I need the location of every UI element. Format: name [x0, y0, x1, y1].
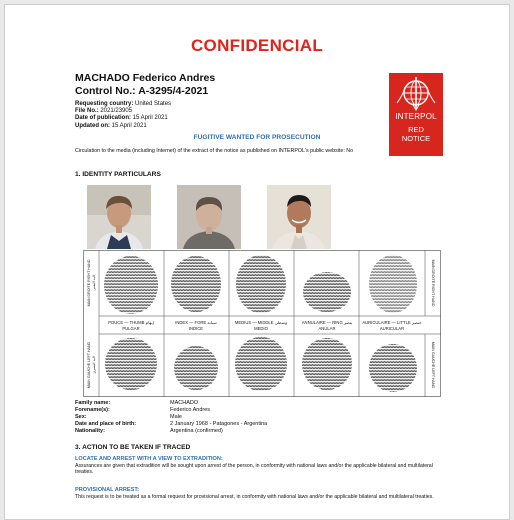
forenames-value: Federico Andres — [170, 407, 211, 413]
logo-wordmark: INTERPOL — [395, 112, 437, 121]
confidential-stamp: CONFIDENCIAL — [190, 36, 324, 55]
family-name-value: MACHADO — [170, 400, 199, 406]
notice-metadata — [75, 101, 171, 130]
provisional-text: This request is to be treated as a formal request for provisional arrest, in conformity with national laws and/or the applicable bilateral and multilateral treaties. — [75, 494, 434, 500]
right-hand-label-ar: اليد اليمنى — [92, 275, 96, 291]
nationality-value: Argentina (confirmed) — [170, 428, 223, 434]
birth-label: Date and place of birth: — [75, 421, 137, 427]
interpol-globe-icon — [389, 73, 443, 111]
forenames-label: Forename(s): — [75, 407, 110, 413]
left-hand-label-side: MAIN GAUCHE LEFT HAND — [431, 341, 435, 389]
control-value: A-3295/4-2021 — [138, 85, 209, 97]
fingerprint-card — [83, 250, 441, 397]
right-hand-label: MAIN DROITE RIGHT HAND — [87, 259, 91, 307]
finger-label-ring: ANNULAIRE — RING بنصر — [301, 320, 353, 325]
family-name-label: Family name: — [75, 400, 111, 406]
requesting-country: Requesting country: United States — [75, 101, 172, 107]
finger-label-little-es: AURICULAR — [379, 326, 405, 331]
finger-label-little: AURICULAIRE — LITTLE خنصر — [362, 320, 422, 325]
notice-subtitle: FUGITIVE WANTED FOR PROSECUTION — [193, 134, 321, 141]
file-number: File No.: 2021/23905 — [75, 108, 133, 115]
subject-name: MACHADO Federico Andres — [75, 72, 216, 84]
finger-label-index-es: INDICE — [188, 326, 204, 331]
locate-heading: LOCATE AND ARREST WITH A VIEW TO EXTRADITION: — [75, 456, 223, 462]
subject-photo-3 — [267, 185, 331, 249]
logo-notice-type: RED NOTICE — [401, 125, 431, 143]
locate-text: Assurances are given that extradition will be sought upon arrest of the person, in conformity with national laws and/or the applicable bilateral and multilateral treaties. — [75, 463, 433, 476]
finger-label-middle-es: MEDIO — [254, 326, 268, 331]
action-heading: 3. ACTION TO BE TAKEN IF TRACED — [75, 444, 191, 451]
finger-label-index: INDEX — FORE سبابة — [175, 320, 217, 325]
sex-label: Sex: — [75, 414, 87, 420]
control-number — [75, 85, 208, 97]
subject-photo-1 — [87, 185, 151, 249]
publication-date: Date of publication: 15 April 2021 — [75, 115, 168, 122]
finger-label-thumb: POUCE — THUMB إبهام — [108, 320, 154, 325]
left-hand-label-ar: اليد اليسرى — [92, 356, 96, 374]
provisional-heading: PROVISIONAL ARREST: — [75, 487, 140, 493]
interpol-red-notice-logo — [389, 73, 443, 156]
control-label: Control No.: — [75, 85, 136, 97]
left-hand-label: MAIN GAUCHE LEFT HAND — [87, 341, 91, 389]
finger-label-middle: MEDIUS — MIDDLE وسطى — [234, 320, 288, 325]
finger-label-thumb-es: PULGAR — [122, 326, 140, 331]
identity-heading: 1. IDENTITY PARTICULARS — [75, 171, 161, 178]
subject-photo-2 — [177, 185, 241, 249]
circulation-note: Circulation to the media (including Internet) of the extract of the notice as published on INTERPOL's public website: No — [75, 148, 354, 154]
finger-label-ring-es: ANULAR — [318, 326, 336, 331]
notice-page — [4, 4, 510, 520]
sex-value: Male — [170, 414, 182, 420]
updated-date: Updated on: 15 April 2021 — [75, 122, 147, 129]
nationality-label: Nationality: — [75, 428, 105, 434]
right-hand-label-side: MAIN DROITE RIGHT HAND — [431, 259, 435, 307]
birth-value: 2 January 1968 - Patagones - Argentina — [170, 421, 268, 427]
